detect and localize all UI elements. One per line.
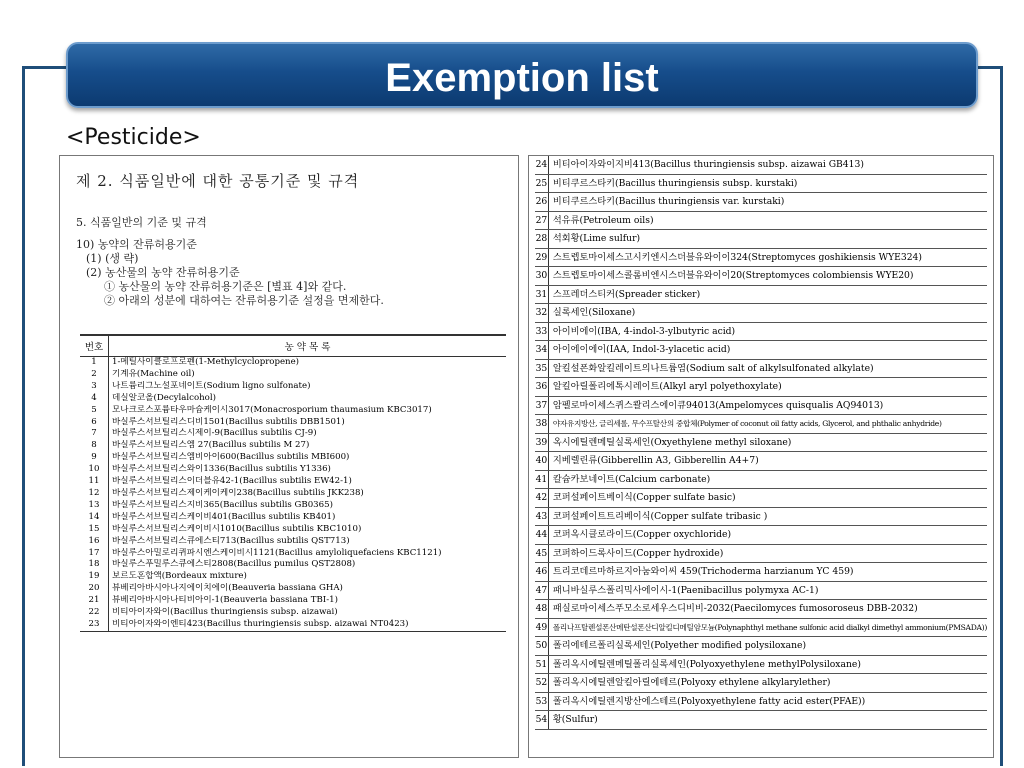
row-number: 28 — [535, 230, 548, 249]
row-number: 49 — [535, 618, 548, 637]
row-number: 1 — [80, 357, 109, 369]
frame-line-top-left — [22, 66, 70, 69]
pesticide-name: 패실로마이세스푸모소로세우스디비비-2032(Paecilomyces fumosoroseus DBB-2032) — [548, 600, 987, 619]
row-number: 41 — [535, 470, 548, 489]
row-number: 52 — [535, 674, 548, 693]
table-row — [80, 405, 506, 417]
row-number: 46 — [535, 563, 548, 582]
row-number: 30 — [535, 267, 548, 286]
row-number: 33 — [535, 322, 548, 341]
pesticide-name: 뷰베리아바시아나티비아이-1(Beauveria bassiana TBI-1) — [112, 595, 338, 606]
document-line: ② 아래의 성분에 대하여는 잔류허용기준 설정을 면제한다. — [104, 294, 384, 307]
row-number: 21 — [80, 595, 109, 607]
pesticide-name: 암펠로마이세스퀴스콸리스에이큐94013(Ampelomyces quisqualis AQ94013) — [548, 396, 987, 415]
title-bar — [66, 42, 978, 108]
row-number: 47 — [535, 581, 548, 600]
table-row — [80, 548, 506, 560]
pesticide-name: 아이비에이(IBA, 4-indol-3-ylbutyric acid) — [548, 322, 987, 341]
pesticide-name: 바실루스서브틸리스엠 27(Bacillus subtilis M 27) — [112, 440, 310, 451]
row-number: 31 — [535, 285, 548, 304]
row-number: 9 — [80, 452, 109, 464]
row-number: 24 — [535, 156, 548, 174]
pesticide-name: 코퍼옥시클로라이드(Copper oxychloride) — [548, 526, 987, 545]
table-row — [535, 267, 987, 286]
row-number: 22 — [80, 607, 109, 619]
pesticide-name: 옥시에틸렌메틸실록세인(Oxyethylene methyl siloxane) — [548, 433, 987, 452]
row-number: 11 — [80, 476, 109, 488]
pesticide-name: 바실루스서브틸리스와이1336(Bacillus subtilis Y1336) — [112, 464, 331, 475]
row-number: 19 — [80, 571, 109, 583]
table-row — [80, 452, 506, 464]
table-row — [535, 285, 987, 304]
pesticide-name: 바실루스서브틸리스큐에스티713(Bacillus subtilis QST713) — [112, 535, 350, 546]
pesticide-name: 바실루스서브틸리스엠비아이600(Bacillus subtilis MBI600) — [112, 452, 350, 463]
table-row — [80, 607, 506, 619]
document-line: (1) (생 략) — [86, 252, 139, 265]
table-row — [80, 583, 506, 595]
pesticide-name: 지베렐린류(Gibberellin A3, Gibberellin A4+7) — [548, 452, 987, 471]
pesticide-name: 야자유지방산, 글리세롤, 무수프탈산의 중합체(Polymer of coconut oil fatty acids, Glycerol, and phthalic anhydride) — [548, 415, 987, 434]
table-row — [535, 507, 987, 526]
row-number: 37 — [535, 396, 548, 415]
table-row — [535, 581, 987, 600]
pesticide-table-left — [80, 334, 506, 632]
row-number: 8 — [80, 440, 109, 452]
pesticide-list-continued-panel — [528, 155, 994, 758]
pesticide-name: 바실루스서브틸리스디비1501(Bacillus subtilis DBB1501) — [112, 416, 345, 427]
table-row — [535, 248, 987, 267]
pesticide-name: 보르도혼합액(Bordeaux mixture) — [112, 571, 247, 582]
table-row — [535, 433, 987, 452]
row-number: 51 — [535, 655, 548, 674]
row-number: 25 — [535, 174, 548, 193]
row-number: 26 — [535, 193, 548, 212]
table-row — [535, 600, 987, 619]
pesticide-name: 바실루스서브틸리스케이비시1010(Bacillus subtilis KBC1010) — [112, 523, 362, 534]
pesticide-name: 폴리옥시에틸렌지방산에스테르(Polyoxyethylene fatty acid ester(PFAE)) — [548, 692, 987, 711]
pesticide-name: 폴리옥시에틸렌메틸폴리실록세인(Polyoxyethylene methylPolysiloxane) — [548, 655, 987, 674]
pesticide-name: 알킬설폰화알킬레이트의나트륨염(Sodium salt of alkylsulfonated alkylate) — [548, 359, 987, 378]
pesticide-name: 비티아이자와이지비413(Bacillus thuringiensis subsp. aizawai GB413) — [548, 156, 987, 174]
regulation-document-panel — [59, 155, 519, 758]
row-number: 13 — [80, 500, 109, 512]
row-number: 50 — [535, 637, 548, 656]
table-row — [80, 369, 506, 381]
row-number: 12 — [80, 488, 109, 500]
table-row — [80, 500, 506, 512]
pesticide-name: 비티아이자와이(Bacillus thuringiensis subsp. aizawai) — [112, 607, 338, 618]
table-row — [80, 417, 506, 429]
table-row — [80, 393, 506, 405]
pesticide-name: 황(Sulfur) — [548, 711, 987, 730]
pesticide-name: 폴리에테르폴리실록세인(Polyether modified polysiloxane) — [548, 637, 987, 656]
document-line: 5. 식품일반의 기준 및 규격 — [76, 216, 207, 229]
row-number: 20 — [80, 583, 109, 595]
pesticide-name: 코퍼설페이트트리베이식(Copper sulfate tribasic ) — [548, 507, 987, 526]
row-number: 3 — [80, 381, 109, 393]
pesticide-name: 바실루스서브틸리스케이비401(Bacillus subtilis KB401) — [112, 511, 336, 522]
pesticide-name: 바실루스서브틸리스시제이-9(Bacillus subtilis CJ-9) — [112, 428, 317, 439]
pesticide-name: 석유류(Petroleum oils) — [548, 211, 987, 230]
pesticide-name: 트리코데르마하르지아눔와이씨 459(Trichoderma harzianum YC 459) — [548, 563, 987, 582]
pesticide-name: 스트렙토마이세스고시키엔시스더블유와이이324(Streptomyces goshikiensis WYE324) — [548, 248, 987, 267]
row-number: 48 — [535, 600, 548, 619]
row-number: 17 — [80, 548, 109, 560]
table-row — [535, 322, 987, 341]
pesticide-name: 코퍼설페이트베이식(Copper sulfate basic) — [548, 489, 987, 508]
table-row — [535, 415, 987, 434]
row-number: 36 — [535, 378, 548, 397]
table-row — [80, 536, 506, 548]
pesticide-name: 스프레더스티커(Spreader sticker) — [548, 285, 987, 304]
pesticide-name: 모나크로스포륨타우마슘케이시3017(Monacrosporium thaumasium KBC3017) — [112, 404, 432, 415]
pesticide-name: 비티쿠르스타키(Bacillus thuringiensis var. kurstaki) — [548, 193, 987, 212]
document-line: 10) 농약의 잔류허용기준 — [76, 238, 197, 251]
table-row — [535, 489, 987, 508]
table-row — [80, 619, 506, 631]
slide-subtitle: <Pesticide> — [66, 125, 201, 150]
table-row — [535, 359, 987, 378]
row-number: 42 — [535, 489, 548, 508]
row-number: 10 — [80, 464, 109, 476]
row-number: 4 — [80, 393, 109, 405]
table-row — [80, 357, 506, 369]
table-row — [80, 476, 506, 488]
document-line: ① 농산물의 농약 잔류허용기준은 [별표 4]와 같다. — [104, 280, 347, 293]
pesticide-name: 바실루스푸밀루스큐에스티2808(Bacillus pumilus QST2808) — [112, 559, 356, 570]
pesticide-name: 폴리옥시에틸렌알킬아릴에테르(Polyoxy ethylene alkylarylether) — [548, 674, 987, 693]
table-row — [80, 571, 506, 583]
pesticide-name: 바실루스아밀로리퀴파시엔스케이비시1121(Bacillus amyloliquefaciens KBC1121) — [112, 547, 442, 558]
row-number: 43 — [535, 507, 548, 526]
pesticide-name: 기계유(Machine oil) — [112, 368, 195, 379]
table-row — [80, 512, 506, 524]
pesticide-name: 폴리나프탈렌설폰산메탄설폰산디알킬디메틸암모늄(Polynaphthyl methane sulfonic acid dialkyl dimethyl ammonium(PMSADA)) — [548, 618, 987, 637]
table-row — [80, 595, 506, 607]
row-number: 54 — [535, 711, 548, 730]
row-number: 53 — [535, 692, 548, 711]
table-row — [535, 711, 987, 730]
pesticide-name: 칼슘카보네이트(Calcium carbonate) — [548, 470, 987, 489]
table-header-row — [80, 335, 506, 357]
row-number: 29 — [535, 248, 548, 267]
table-row — [535, 211, 987, 230]
table-row — [535, 156, 987, 174]
table-row — [80, 381, 506, 393]
row-number: 44 — [535, 526, 548, 545]
row-number: 34 — [535, 341, 548, 360]
pesticide-name: 바실루스서브틸리스이더블유42-1(Bacillus subtilis EW42-1) — [112, 476, 352, 487]
table-row — [80, 524, 506, 536]
table-row — [535, 452, 987, 471]
row-number: 40 — [535, 452, 548, 471]
table-row — [80, 428, 506, 440]
slide-title: Exemption list — [385, 56, 659, 100]
table-row — [80, 440, 506, 452]
document-heading: 제 2. 식품일반에 대한 공통기준 및 규격 — [76, 172, 360, 190]
table-row — [535, 230, 987, 249]
row-number: 6 — [80, 417, 109, 429]
row-number: 15 — [80, 524, 109, 536]
pesticide-name: 패니바실루스폴리믹사에이시-1(Paenibacillus polymyxa AC-1) — [548, 581, 987, 600]
row-number: 23 — [80, 619, 109, 631]
table-row — [535, 618, 987, 637]
header-pesticide-list: 농 약 목 록 — [109, 335, 507, 357]
table-row — [535, 378, 987, 397]
pesticide-name: 석회황(Lime sulfur) — [548, 230, 987, 249]
table-row — [535, 396, 987, 415]
frame-line-right — [1000, 66, 1003, 766]
table-row — [535, 692, 987, 711]
table-row — [535, 544, 987, 563]
row-number: 18 — [80, 559, 109, 571]
row-number: 38 — [535, 415, 548, 434]
row-number: 7 — [80, 428, 109, 440]
row-number: 14 — [80, 512, 109, 524]
pesticide-name: 바실루스서브틸리스지비365(Bacillus subtilis GB0365) — [112, 499, 333, 510]
table-row — [80, 559, 506, 571]
pesticide-name: 아이에이에이(IAA, Indol-3-ylacetic acid) — [548, 341, 987, 360]
pesticide-name: 스트렙토마이세스콜롬비엔시스더블유와이이20(Streptomyces colombiensis WYE20) — [548, 267, 987, 286]
pesticide-name: 뷰베리아바시아나지에이치에이(Beauveria bassiana GHA) — [112, 583, 343, 594]
row-number: 16 — [80, 536, 109, 548]
table-row — [535, 563, 987, 582]
table-row — [535, 526, 987, 545]
row-number: 35 — [535, 359, 548, 378]
pesticide-name: 실록세인(Siloxane) — [548, 304, 987, 323]
table-row — [535, 674, 987, 693]
frame-line-top-right — [975, 66, 1003, 69]
row-number: 5 — [80, 405, 109, 417]
table-row — [80, 488, 506, 500]
pesticide-name: 비티아이자와이엔티423(Bacillus thuringiensis subsp. aizawai NT0423) — [109, 619, 507, 631]
table-row — [535, 174, 987, 193]
pesticide-name: 1-메틸사이클로프로펜(1-Methylcyclopropene) — [112, 357, 300, 367]
pesticide-table-right — [535, 156, 987, 730]
pesticide-name: 바실루스서브틸리스제이케이케이238(Bacillus subtilis JKK238) — [112, 487, 364, 498]
row-number: 32 — [535, 304, 548, 323]
pesticide-name: 알킬아릴폴리에톡시레이트(Alkyl aryl polyethoxylate) — [548, 378, 987, 397]
pesticide-name: 코퍼하이드록사이드(Copper hydroxide) — [548, 544, 987, 563]
header-number: 번호 — [80, 335, 109, 357]
row-number: 39 — [535, 433, 548, 452]
table-row — [535, 304, 987, 323]
pesticide-name: 나트륨리그노설포네이트(Sodium ligno sulfonate) — [112, 380, 311, 391]
row-number: 27 — [535, 211, 548, 230]
row-number: 45 — [535, 544, 548, 563]
frame-line-left — [22, 66, 25, 766]
row-number: 2 — [80, 369, 109, 381]
pesticide-name: 데실알코올(Decylalcohol) — [112, 392, 216, 403]
table-row — [535, 655, 987, 674]
table-row — [535, 193, 987, 212]
table-row — [80, 464, 506, 476]
table-row — [535, 341, 987, 360]
table-row — [535, 470, 987, 489]
document-line: (2) 농산물의 농약 잔류허용기준 — [86, 266, 240, 279]
pesticide-name: 비티쿠르스타키(Bacillus thuringiensis subsp. kurstaki) — [548, 174, 987, 193]
table-row — [535, 637, 987, 656]
